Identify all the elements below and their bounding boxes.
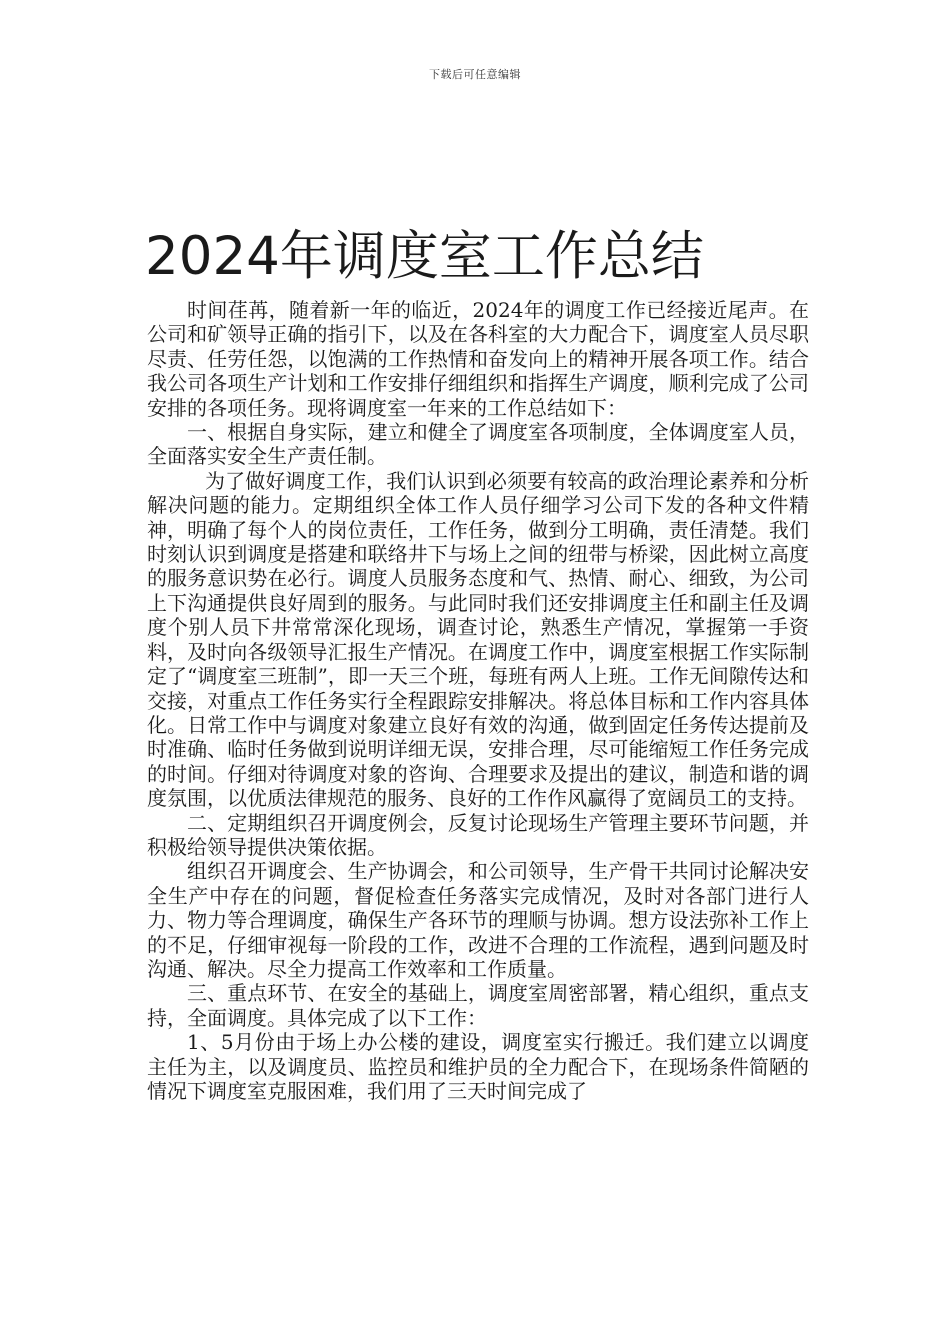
document-body — [147, 298, 809, 1103]
paragraph-section-2-heading: 二、定期组织召开调度例会，反复讨论现场生产管理主要环节问题，并积极给领导提供决策依据。 — [147, 810, 809, 859]
paragraph-section-1-heading: 一、根据自身实际，建立和健全了调度室各项制度，全体调度室人员，全面落实安全生产责任制。 — [147, 420, 809, 469]
paragraph-item-1: 1、5月份由于场上办公楼的建设，调度室实行搬迁。我们建立以调度主任为主，以及调度员、监控员和维护员的全力配合下，在现场条件简陋的情况下调度室克服困难，我们用了三天时间完成了 — [147, 1030, 809, 1103]
document-title: 2024年调度室工作总结 — [145, 226, 704, 287]
paragraph-section-3-heading: 三、重点环节、在安全的基础上，调度室周密部署，精心组织，重点支持，全面调度。具体完成了以下工作： — [147, 981, 809, 1030]
paragraph-section-2-body: 组织召开调度会、生产协调会，和公司领导，生产骨干共同讨论解决安全生产中存在的问题，督促检查任务落实完成情况，及时对各部门进行人力、物力等合理调度，确保生产各环节的理顺与协调。想方设法弥补工作上的不足，仔细审视每一阶段的工作，改进不合理的工作流程，遇到问题及时沟通、解决。尽全力提高工作效率和工作质量。 — [147, 859, 809, 981]
header-note: 下载后可任意编辑 — [429, 68, 521, 81]
paragraph-intro: 时间荏苒，随着新一年的临近，2024年的调度工作已经接近尾声。在公司和矿领导正确的指引下，以及在各科室的大力配合下，调度室人员尽职尽责、任劳任怨，以饱满的工作热情和奋发向上的精神开展各项工作。结合我公司各项生产计划和工作安排仔细组织和指挥生产调度，顺利完成了公司安排的各项任务。现将调度室一年来的工作总结如下： — [147, 298, 809, 420]
paragraph-section-1-body: 为了做好调度工作，我们认识到必须要有较高的政治理论素养和分析解决问题的能力。定期组织全体工作人员仔细学习公司下发的各种文件精神，明确了每个人的岗位责任，工作任务，做到分工明确，责任清楚。我们时刻认识到调度是搭建和联络井下与场上之间的纽带与桥梁，因此树立高度的服务意识势在必行。调度人员服务态度和气、热情、耐心、细致，为公司上下沟通提供良好周到的服务。与此同时我们还安排调度主任和副主任及调度个别人员下井常常深化现场，调查讨论，熟悉生产情况，掌握第一手资料，及时向各级领导汇报生产情况。在调度工作中，调度室根据工作实际制定了“调度室三班制”，即一天三个班，每班有两人上班。工作无间隙传达和交接，对重点工作任务实行全程跟踪安排解决。将总体目标和工作内容具体化。日常工作中与调度对象建立良好有效的沟通，做到固定任务传达提前及时准确、临时任务做到说明详细无误，安排合理，尽可能缩短工作任务完成的时间。仔细对待调度对象的咨询、合理要求及提出的建议，制造和谐的调度氛围，以优质法律规范的服务、良好的工作作风赢得了宽阔员工的支持。 — [147, 468, 809, 811]
